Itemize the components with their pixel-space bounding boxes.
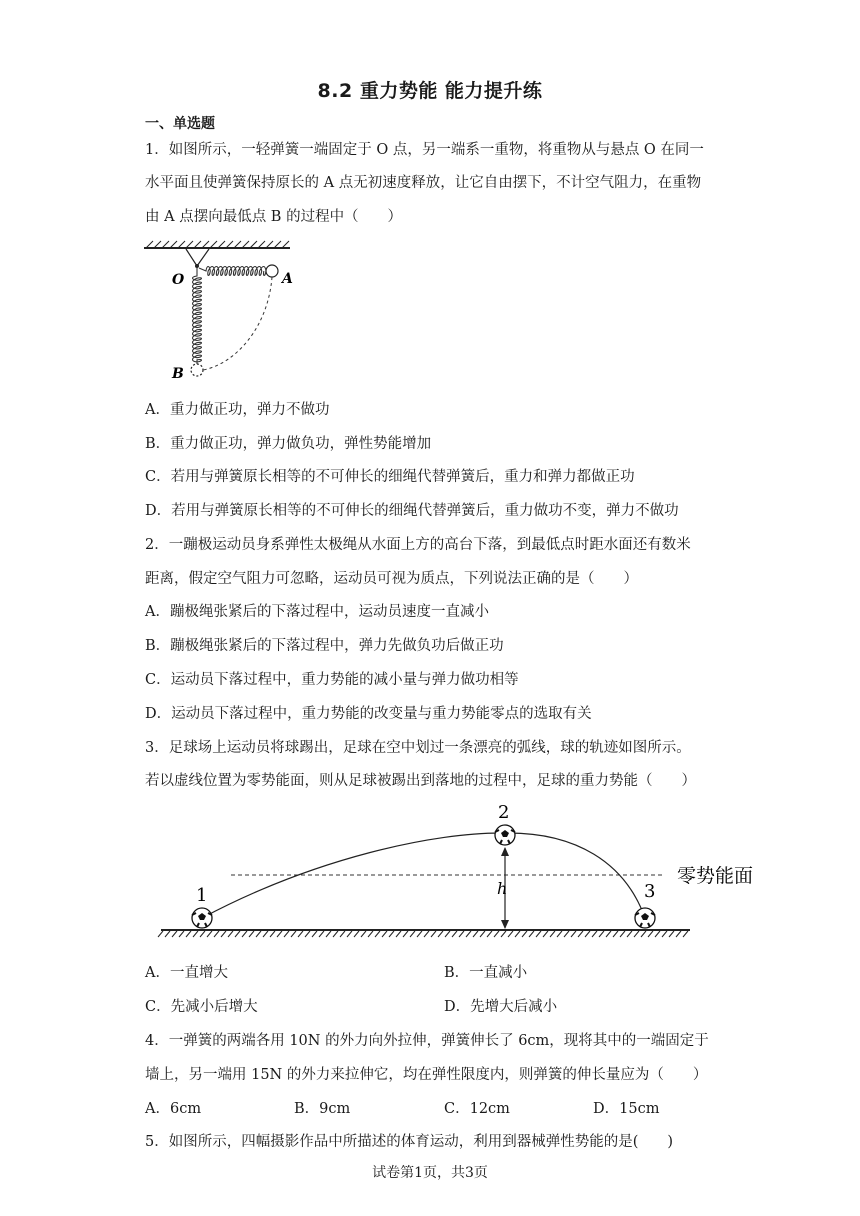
label-point-3: 3 [644, 881, 656, 902]
label-point-1: 1 [196, 885, 208, 906]
q2-line-1: 2．一蹦极运动员身系弹性太极绳从水面上方的高台下落，到最低点时距水面还有数米 [145, 537, 691, 553]
height-arrow-up [501, 847, 509, 856]
label-point-2: 2 [498, 802, 510, 823]
q3-option-c: C．先减小后增大 [145, 999, 258, 1015]
q2-option-c: C．运动员下落过程中，重力势能的减小量与弹力做功相等 [145, 672, 519, 688]
weight-at-a [266, 265, 278, 277]
q4-line-2: 墙上，另一端用 15N 的外力来拉伸它，均在弹性限度内，则弹簧的伸长量应为（ ） [145, 1067, 708, 1083]
q2-option-b: B．蹦极绳张紧后的下落过程中，弹力先做负功后做正功 [145, 638, 504, 654]
q3-line-1: 3．足球场上运动员将球踢出，足球在空中划过一条漂亮的弧线，球的轨迹如图所示。 [145, 740, 691, 756]
q3-option-b: B．一直减小 [444, 965, 528, 981]
ball-2 [495, 825, 515, 845]
q1-option-b: B．重力做正功，弹力做负功，弹性势能增加 [145, 436, 432, 452]
label-a: A [282, 271, 293, 287]
q1-option-c: C．若用与弹簧原长相等的不可伸长的细绳代替弹簧后，重力和弹力都做正功 [145, 469, 635, 485]
ball-1 [192, 908, 212, 928]
page-footer: 试卷第1页，共3页 [372, 1165, 488, 1181]
q2-option-a: A．蹦极绳张紧后的下落过程中，运动员速度一直减小 [145, 604, 489, 620]
suspension-bracket [186, 249, 209, 266]
q3-option-d: D．先增大后减小 [444, 999, 558, 1015]
label-h: h [497, 879, 508, 898]
q4-option-a: A．6cm [145, 1101, 202, 1117]
q2-line-2: 距离，假定空气阻力可忽略，运动员可视为质点，下列说法正确的是（ ） [145, 571, 638, 587]
label-b: B [172, 366, 184, 382]
spring-pendulum-figure [140, 238, 310, 383]
vertical-spring [193, 268, 202, 364]
football-trajectory-figure [155, 800, 775, 942]
label-zero-potential: 零势能面 [677, 865, 754, 887]
q4-option-b: B．9cm [294, 1101, 351, 1117]
q1-line-3: 由 A 点摆向最低点 B 的过程中（ ） [145, 209, 403, 225]
q4-line-1: 4．一弹簧的两端各用 10N 的外力向外拉伸，弹簧伸长了 6cm，现将其中的一端固定于 [145, 1033, 709, 1049]
q3-option-a: A．一直增大 [145, 965, 228, 981]
q1-option-d: D．若用与弹簧原长相等的不可伸长的细绳代替弹簧后，重力做功不变，弹力不做功 [145, 503, 679, 519]
horizontal-spring [199, 267, 266, 276]
q5-line-1: 5．如图所示，四幅摄影作品中所描述的体育运动，利用到器械弹性势能的是( ) [145, 1134, 674, 1150]
ball-3 [635, 908, 655, 928]
q4-option-d: D．15cm [593, 1101, 660, 1117]
q4-option-c: C．12cm [444, 1101, 510, 1117]
q2-option-d: D．运动员下落过程中，重力势能的改变量与重力势能零点的选取有关 [145, 706, 592, 722]
pivot-o [195, 264, 199, 268]
q3-line-2: 若以虚线位置为零势能面，则从足球被踢出到落地的过程中，足球的重力势能（ ） [145, 773, 696, 789]
section-heading: 一、单选题 [145, 116, 215, 132]
ground-hatch [158, 931, 688, 937]
ceiling-hatch [146, 241, 289, 248]
weight-at-b [191, 364, 203, 376]
label-o: O [172, 272, 185, 288]
height-arrow-down [501, 920, 509, 929]
swing-trajectory [203, 277, 272, 370]
q1-option-a: A．重力做正功，弹力不做功 [145, 402, 330, 418]
q1-line-1: 1．如图所示，一轻弹簧一端固定于 O 点，另一端系一重物，将重物从与悬点 O 在同一 [145, 142, 704, 158]
page-title: 8.2 重力势能 能力提升练 [317, 80, 543, 102]
q1-line-2: 水平面且使弹簧保持原长的 A 点无初速度释放，让它自由摆下，不计空气阻力，在重物 [145, 175, 702, 191]
